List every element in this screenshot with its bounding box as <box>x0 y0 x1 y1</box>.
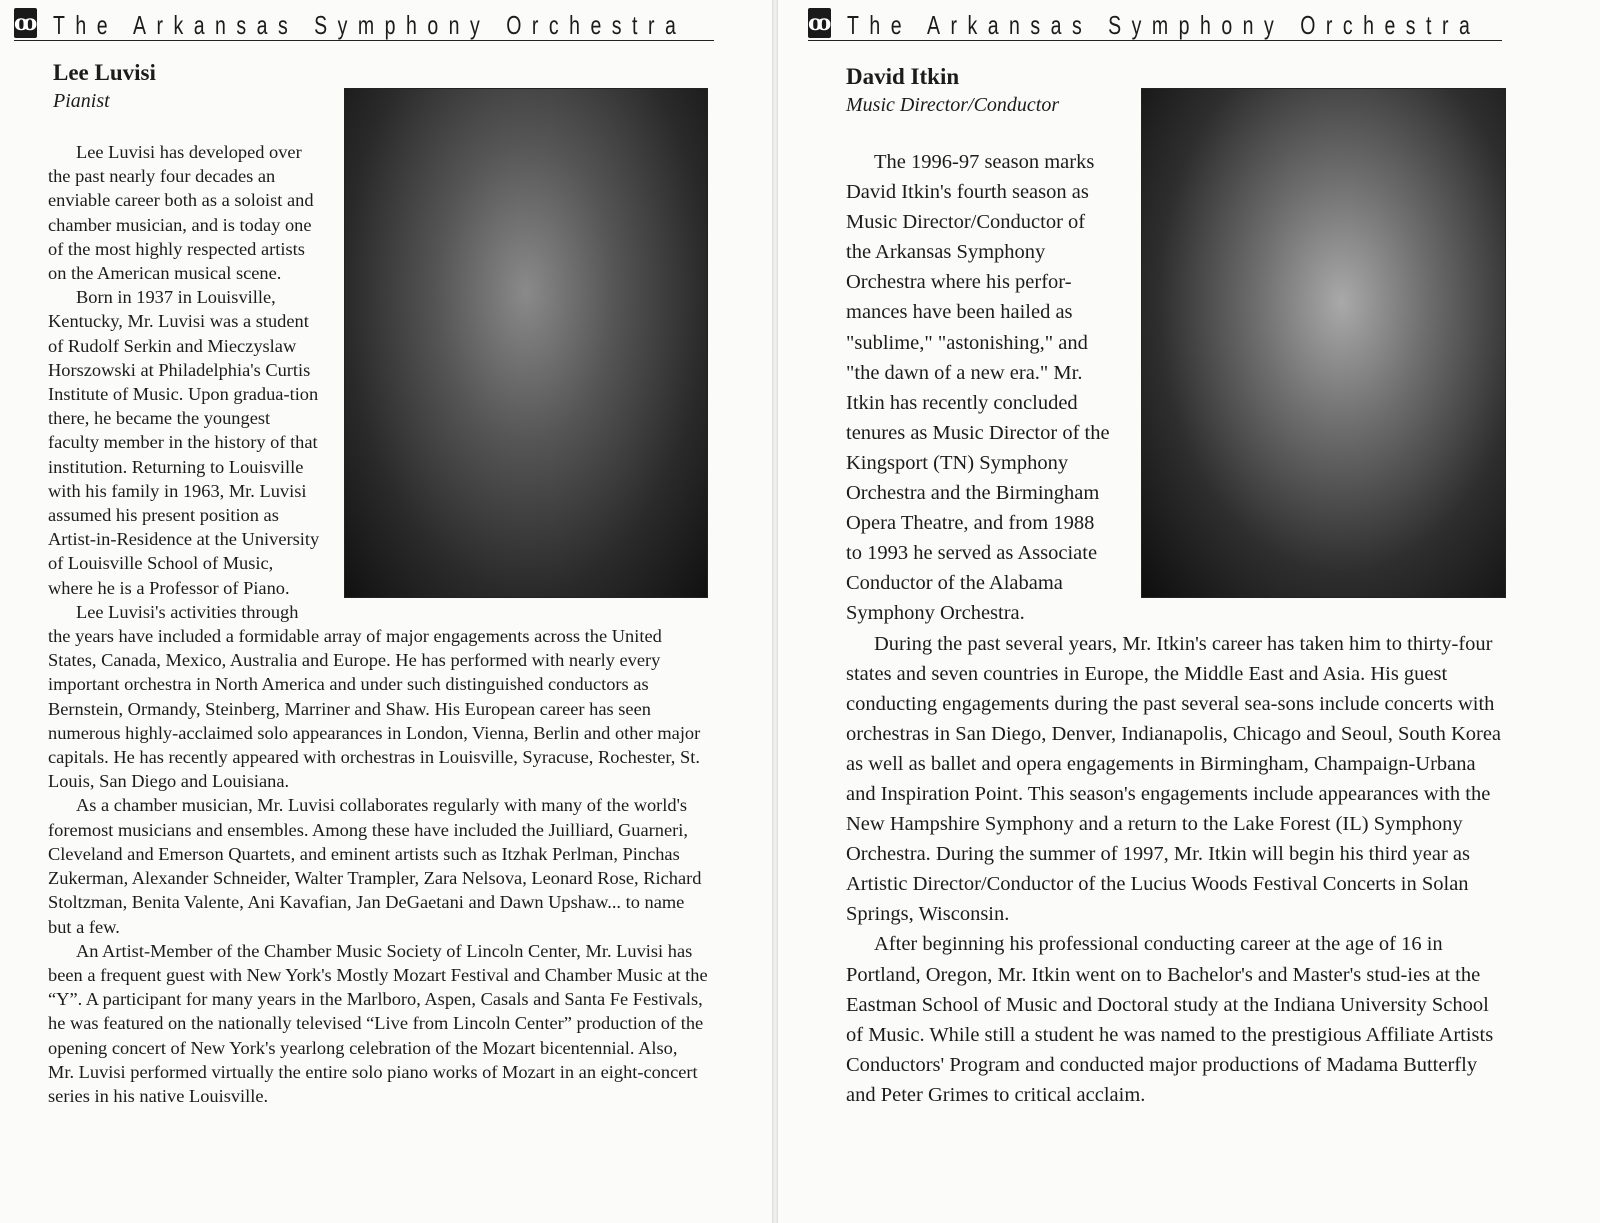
artist-name: Lee Luvisi <box>53 60 156 85</box>
bio-paragraph: Born in 1937 in Louisville, Kentucky, Mr. Luvisi was a student of Rudolf Serkin and Mieczyslaw Horszowski at Philadelphia's Curtis Institute of Music. Upon gradua-tion there, he became the youngest faculty member in the history of that institution. Returning to Louisville with his family in 1963, Mr. Luvisi assumed his present position as Artist-in-Residence at the University of Louisville School of Music, where he is a Professor of Piano. <box>48 287 320 598</box>
header-title: The Arkansas Symphony Orchestra <box>847 10 1481 40</box>
bio-text <box>48 140 708 1108</box>
orchestra-logo-icon: ꝏ <box>14 8 37 38</box>
left-page <box>0 0 772 1223</box>
bio-paragraph: Lee Luvisi's activities through the years have included a formidable array of major engagements across the United States, Canada, Mexico, Australia and Europe. He has performed with nearly every important orchestra in North America and under such distinguished conductors as Bernstein, Ormandy, Steinberg, Marriner and Shaw. His European career has seen numerous highly-acclaimed solo appearances in London, Vienna, Berlin and other major capitals. He has recently appeared with orchestras in Louisville, Syracuse, Rochester, St. Louis, San Diego and Louisiana. <box>48 601 701 792</box>
header-title: The Arkansas Symphony Orchestra <box>53 10 687 40</box>
bio-paragraph: After beginning his professional conducting career at the age of 16 in Portland, Oregon, Mr. Itkin went on to Bachelor's and Master's stud-ies at the Eastman School of Music and Doctoral study at the Indiana University School of Music. While still a student he was named to the prestigious Affiliate Artists Conductors' Program and conducted major productions of Madama Butterfly and Peter Grimes to critical acclaim. <box>846 933 1494 1106</box>
orchestra-logo-icon: ꝏ <box>808 8 831 38</box>
bio-paragraph: During the past several years, Mr. Itkin's career has taken him to thirty-four states and seven countries in Europe, the Middle East and Asia. His guest conducting engagements during the past several sea-sons include concerts with orchestras in San Diego, Denver, Indianapolis, Chicago and Seoul, South Korea as well as ballet and opera engagements in Birmingham, Champaign-Urbana and Inspiration Point. This season's engagements include appearances with the New Hampshire Symphony and a return to the Lake Forest (IL) Symphony Orchestra. During the summer of 1997, Mr. Itkin will begin his third year as Artistic Director/Conductor of the Lucius Woods Festival Concerts in Solan Springs, Wisconsin. <box>846 632 1502 926</box>
bio-paragraph: The 1996-97 season marks David Itkin's fourth season as Music Director/Conductor of the Arkansas Symphony Orchestra where his perfor-mances have been hailed as "sublime," "astonishing," and "the dawn of a new era." Mr. Itkin has recently concluded tenures as Music Director of the Kingsport (TN) Symphony Orchestra and the Birmingham Opera Theatre, and from 1988 to 1993 he served as Associate Conductor of the Alabama Symphony Orchestra. <box>846 151 1110 625</box>
artist-photo <box>344 88 708 598</box>
artist-name: David Itkin <box>846 64 960 89</box>
artist-role: Pianist <box>53 90 110 112</box>
artist-role: Music Director/Conductor <box>846 94 1060 116</box>
page-header <box>14 6 714 41</box>
bio-paragraph: As a chamber musician, Mr. Luvisi collaborates regularly with many of the world's foremost musicians and ensembles. Among these have included the Juilliard, Guarneri, Cleveland and Emerson Quartets, and eminent artists such as Itzhak Perlman, Pinchas Zukerman, Alexander Schneider, Walter Trampler, Zara Nelsova, Leonard Rose, Richard Stoltzman, Benita Valente, Ani Kavafian, Jan DeGaetani and Dawn Upshaw... to name but a few. <box>48 795 702 937</box>
page-header <box>808 6 1502 41</box>
artist-photo <box>1141 88 1506 598</box>
bio-paragraph: An Artist-Member of the Chamber Music Society of Lincoln Center, Mr. Luvisi has been a frequent guest with New York's Mostly Mozart Festival and Chamber Music at the “Y”. A participant for many years in the Marlboro, Aspen, Casals and Santa Fe Festivals, he was featured on the nationally televised “Live from Lincoln Center” production of the opening concert of New York's yearlong celebration of the Mozart bicentennial. Also, Mr. Luvisi performed virtually the entire solo piano works of Mozart in an eight-concert series in his native Louisville. <box>48 940 708 1106</box>
bio-paragraph: Lee Luvisi has developed over the past nearly four decades an enviable career both as a soloist and chamber musician, and is today one of the most highly respected artists on the American musical scene. <box>48 142 314 284</box>
bio-text <box>846 147 1506 1110</box>
